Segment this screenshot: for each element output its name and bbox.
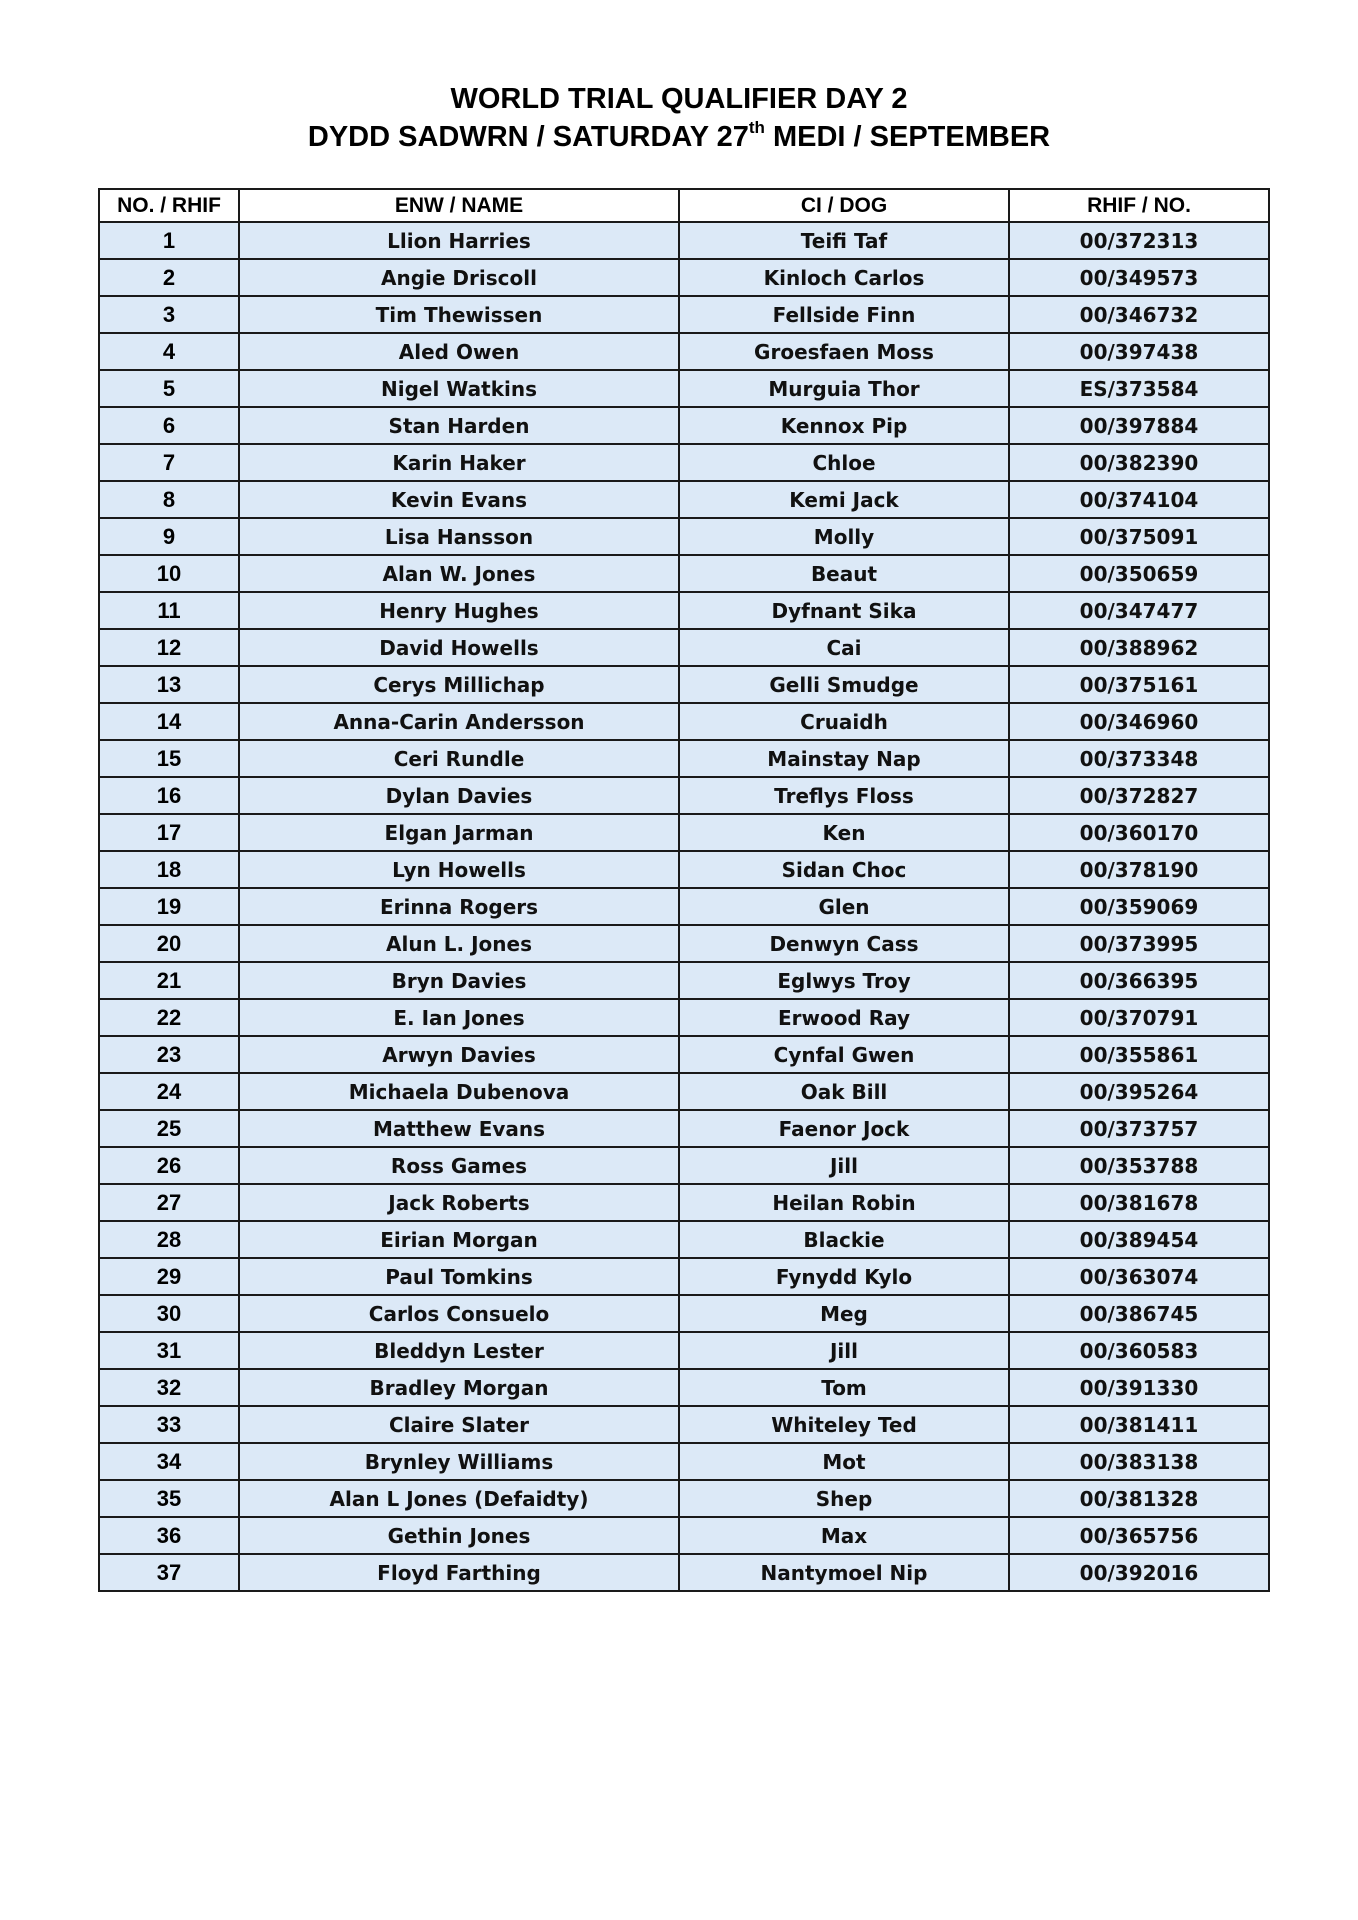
cell-handler-name: Paul Tomkins: [239, 1258, 679, 1295]
cell-handler-name: Ross Games: [239, 1147, 679, 1184]
page-title: [0, 80, 1358, 118]
cell-handler-name: Aled Owen: [239, 333, 679, 370]
table-row: [99, 555, 1269, 592]
cell-handler-name: Ceri Rundle: [239, 740, 679, 777]
cell-handler-name: Jack Roberts: [239, 1184, 679, 1221]
cell-handler-name: Henry Hughes: [239, 592, 679, 629]
cell-registration-number: 00/350659: [1009, 555, 1269, 592]
cell-number: 21: [99, 962, 239, 999]
cell-registration-number: 00/381411: [1009, 1406, 1269, 1443]
cell-dog-name: Kennox Pip: [679, 407, 1009, 444]
subtitle-suffix: MEDI / SEPTEMBER: [764, 121, 1051, 153]
cell-registration-number: 00/346960: [1009, 703, 1269, 740]
subtitle-ordinal-suffix: th: [748, 118, 765, 138]
cell-registration-number: 00/392016: [1009, 1554, 1269, 1591]
cell-handler-name: Angie Driscoll: [239, 259, 679, 296]
cell-handler-name: Kevin Evans: [239, 481, 679, 518]
cell-number: 15: [99, 740, 239, 777]
cell-registration-number: 00/373348: [1009, 740, 1269, 777]
table-row: [99, 1369, 1269, 1406]
cell-dog-name: Groesfaen Moss: [679, 333, 1009, 370]
cell-number: 29: [99, 1258, 239, 1295]
cell-dog-name: Fellside Finn: [679, 296, 1009, 333]
cell-number: 4: [99, 333, 239, 370]
table-row: [99, 222, 1269, 259]
cell-number: 33: [99, 1406, 239, 1443]
table-row: [99, 888, 1269, 925]
cell-dog-name: Jill: [679, 1332, 1009, 1369]
column-header-name: ENW / NAME: [239, 189, 679, 222]
cell-number: 31: [99, 1332, 239, 1369]
cell-handler-name: Brynley Williams: [239, 1443, 679, 1480]
cell-registration-number: 00/373995: [1009, 925, 1269, 962]
table-row: [99, 851, 1269, 888]
cell-handler-name: Alan L Jones (Defaidty): [239, 1480, 679, 1517]
cell-registration-number: 00/389454: [1009, 1221, 1269, 1258]
cell-number: 8: [99, 481, 239, 518]
cell-registration-number: 00/378190: [1009, 851, 1269, 888]
cell-registration-number: 00/372827: [1009, 777, 1269, 814]
cell-registration-number: 00/355861: [1009, 1036, 1269, 1073]
cell-number: 11: [99, 592, 239, 629]
cell-registration-number: 00/346732: [1009, 296, 1269, 333]
cell-dog-name: Faenor Jock: [679, 1110, 1009, 1147]
cell-registration-number: 00/386745: [1009, 1295, 1269, 1332]
cell-registration-number: 00/375091: [1009, 518, 1269, 555]
table-header: [99, 189, 1269, 222]
cell-handler-name: Bryn Davies: [239, 962, 679, 999]
cell-number: 22: [99, 999, 239, 1036]
cell-registration-number: 00/395264: [1009, 1073, 1269, 1110]
cell-number: 10: [99, 555, 239, 592]
table-row: [99, 296, 1269, 333]
cell-handler-name: Eirian Morgan: [239, 1221, 679, 1258]
cell-dog-name: Ken: [679, 814, 1009, 851]
cell-dog-name: Chloe: [679, 444, 1009, 481]
cell-number: 28: [99, 1221, 239, 1258]
cell-dog-name: Kemi Jack: [679, 481, 1009, 518]
cell-registration-number: 00/360170: [1009, 814, 1269, 851]
cell-handler-name: Floyd Farthing: [239, 1554, 679, 1591]
cell-dog-name: Treflys Floss: [679, 777, 1009, 814]
table-row: [99, 814, 1269, 851]
cell-handler-name: Lyn Howells: [239, 851, 679, 888]
cell-handler-name: Erinna Rogers: [239, 888, 679, 925]
cell-number: 16: [99, 777, 239, 814]
cell-registration-number: 00/391330: [1009, 1369, 1269, 1406]
cell-number: 37: [99, 1554, 239, 1591]
cell-handler-name: Matthew Evans: [239, 1110, 679, 1147]
cell-dog-name: Max: [679, 1517, 1009, 1554]
cell-number: 19: [99, 888, 239, 925]
table-row: [99, 1073, 1269, 1110]
cell-dog-name: Cynfal Gwen: [679, 1036, 1009, 1073]
cell-number: 6: [99, 407, 239, 444]
column-header-dog: CI / DOG: [679, 189, 1009, 222]
cell-handler-name: Bleddyn Lester: [239, 1332, 679, 1369]
cell-number: 7: [99, 444, 239, 481]
table-row: [99, 1406, 1269, 1443]
cell-dog-name: Whiteley Ted: [679, 1406, 1009, 1443]
cell-registration-number: 00/363074: [1009, 1258, 1269, 1295]
cell-handler-name: Tim Thewissen: [239, 296, 679, 333]
cell-number: 34: [99, 1443, 239, 1480]
cell-dog-name: Sidan Choc: [679, 851, 1009, 888]
cell-handler-name: Nigel Watkins: [239, 370, 679, 407]
cell-handler-name: Alan W. Jones: [239, 555, 679, 592]
cell-handler-name: David Howells: [239, 629, 679, 666]
cell-dog-name: Nantymoel Nip: [679, 1554, 1009, 1591]
cell-number: 30: [99, 1295, 239, 1332]
table-row: [99, 1295, 1269, 1332]
cell-registration-number: 00/381678: [1009, 1184, 1269, 1221]
cell-registration-number: 00/375161: [1009, 666, 1269, 703]
cell-registration-number: 00/382390: [1009, 444, 1269, 481]
cell-handler-name: Alun L. Jones: [239, 925, 679, 962]
cell-number: 36: [99, 1517, 239, 1554]
cell-registration-number: 00/353788: [1009, 1147, 1269, 1184]
cell-handler-name: Cerys Millichap: [239, 666, 679, 703]
table-row: [99, 1147, 1269, 1184]
table-row: [99, 1184, 1269, 1221]
subtitle-prefix: DYDD SADWRN / SATURDAY 27: [307, 121, 749, 153]
table-row: [99, 629, 1269, 666]
cell-number: 25: [99, 1110, 239, 1147]
table-row: [99, 1554, 1269, 1591]
cell-handler-name: Claire Slater: [239, 1406, 679, 1443]
cell-registration-number: 00/359069: [1009, 888, 1269, 925]
table-row: [99, 925, 1269, 962]
cell-handler-name: Dylan Davies: [239, 777, 679, 814]
cell-registration-number: 00/397884: [1009, 407, 1269, 444]
cell-dog-name: Mot: [679, 1443, 1009, 1480]
cell-number: 17: [99, 814, 239, 851]
cell-handler-name: Elgan Jarman: [239, 814, 679, 851]
cell-dog-name: Blackie: [679, 1221, 1009, 1258]
cell-handler-name: Gethin Jones: [239, 1517, 679, 1554]
cell-number: 9: [99, 518, 239, 555]
cell-number: 35: [99, 1480, 239, 1517]
cell-handler-name: Karin Haker: [239, 444, 679, 481]
cell-registration-number: 00/373757: [1009, 1110, 1269, 1147]
cell-registration-number: 00/372313: [1009, 222, 1269, 259]
cell-handler-name: Michaela Dubenova: [239, 1073, 679, 1110]
cell-number: 14: [99, 703, 239, 740]
cell-handler-name: Arwyn Davies: [239, 1036, 679, 1073]
cell-number: 32: [99, 1369, 239, 1406]
cell-number: 2: [99, 259, 239, 296]
table-row: [99, 740, 1269, 777]
table-row: [99, 407, 1269, 444]
cell-registration-number: 00/383138: [1009, 1443, 1269, 1480]
table-row: [99, 1221, 1269, 1258]
cell-handler-name: Bradley Morgan: [239, 1369, 679, 1406]
cell-registration-number: 00/365756: [1009, 1517, 1269, 1554]
cell-handler-name: Anna-Carin Andersson: [239, 703, 679, 740]
cell-dog-name: Cruaidh: [679, 703, 1009, 740]
cell-dog-name: Gelli Smudge: [679, 666, 1009, 703]
table-row: [99, 777, 1269, 814]
cell-number: 18: [99, 851, 239, 888]
cell-number: 3: [99, 296, 239, 333]
page-subtitle: [0, 118, 1358, 156]
cell-dog-name: Glen: [679, 888, 1009, 925]
cell-number: 5: [99, 370, 239, 407]
column-header-number: NO. / RHIF: [99, 189, 239, 222]
cell-handler-name: Carlos Consuelo: [239, 1295, 679, 1332]
cell-dog-name: Jill: [679, 1147, 1009, 1184]
table-row: [99, 481, 1269, 518]
cell-dog-name: Denwyn Cass: [679, 925, 1009, 962]
table-row: [99, 1443, 1269, 1480]
cell-dog-name: Fynydd Kylo: [679, 1258, 1009, 1295]
cell-registration-number: 00/370791: [1009, 999, 1269, 1036]
cell-handler-name: Llion Harries: [239, 222, 679, 259]
cell-number: 12: [99, 629, 239, 666]
cell-number: 1: [99, 222, 239, 259]
cell-dog-name: Cai: [679, 629, 1009, 666]
cell-handler-name: Lisa Hansson: [239, 518, 679, 555]
cell-registration-number: 00/366395: [1009, 962, 1269, 999]
table-row: [99, 259, 1269, 296]
cell-dog-name: Dyfnant Sika: [679, 592, 1009, 629]
cell-registration-number: ES/373584: [1009, 370, 1269, 407]
page-header: [0, 80, 1358, 156]
table-row: [99, 962, 1269, 999]
cell-dog-name: Eglwys Troy: [679, 962, 1009, 999]
table-header-row: [99, 189, 1269, 222]
table-row: [99, 333, 1269, 370]
title-line-1: WORLD TRIAL QUALIFIER DAY 2: [450, 83, 908, 115]
cell-dog-name: Mainstay Nap: [679, 740, 1009, 777]
cell-dog-name: Murguia Thor: [679, 370, 1009, 407]
cell-registration-number: 00/374104: [1009, 481, 1269, 518]
cell-registration-number: 00/381328: [1009, 1480, 1269, 1517]
table-row: [99, 1332, 1269, 1369]
cell-registration-number: 00/360583: [1009, 1332, 1269, 1369]
cell-registration-number: 00/397438: [1009, 333, 1269, 370]
table-row: [99, 703, 1269, 740]
table-row: [99, 666, 1269, 703]
cell-number: 23: [99, 1036, 239, 1073]
table-body: [99, 222, 1269, 1591]
table-row: [99, 999, 1269, 1036]
column-header-registration: RHIF / NO.: [1009, 189, 1269, 222]
cell-registration-number: 00/388962: [1009, 629, 1269, 666]
cell-registration-number: 00/347477: [1009, 592, 1269, 629]
cell-number: 26: [99, 1147, 239, 1184]
cell-number: 24: [99, 1073, 239, 1110]
table-row: [99, 1480, 1269, 1517]
table-row: [99, 1110, 1269, 1147]
cell-dog-name: Erwood Ray: [679, 999, 1009, 1036]
cell-dog-name: Shep: [679, 1480, 1009, 1517]
table-row: [99, 370, 1269, 407]
table-row: [99, 592, 1269, 629]
table-row: [99, 1258, 1269, 1295]
cell-handler-name: Stan Harden: [239, 407, 679, 444]
cell-dog-name: Beaut: [679, 555, 1009, 592]
table-row: [99, 1517, 1269, 1554]
cell-dog-name: Heilan Robin: [679, 1184, 1009, 1221]
cell-dog-name: Meg: [679, 1295, 1009, 1332]
cell-handler-name: E. Ian Jones: [239, 999, 679, 1036]
table-row: [99, 518, 1269, 555]
cell-number: 20: [99, 925, 239, 962]
cell-dog-name: Teifi Taf: [679, 222, 1009, 259]
cell-number: 13: [99, 666, 239, 703]
cell-dog-name: Molly: [679, 518, 1009, 555]
cell-number: 27: [99, 1184, 239, 1221]
table-row: [99, 1036, 1269, 1073]
table-row: [99, 444, 1269, 481]
cell-dog-name: Tom: [679, 1369, 1009, 1406]
entries-table: [98, 188, 1270, 1592]
cell-dog-name: Kinloch Carlos: [679, 259, 1009, 296]
cell-dog-name: Oak Bill: [679, 1073, 1009, 1110]
cell-registration-number: 00/349573: [1009, 259, 1269, 296]
